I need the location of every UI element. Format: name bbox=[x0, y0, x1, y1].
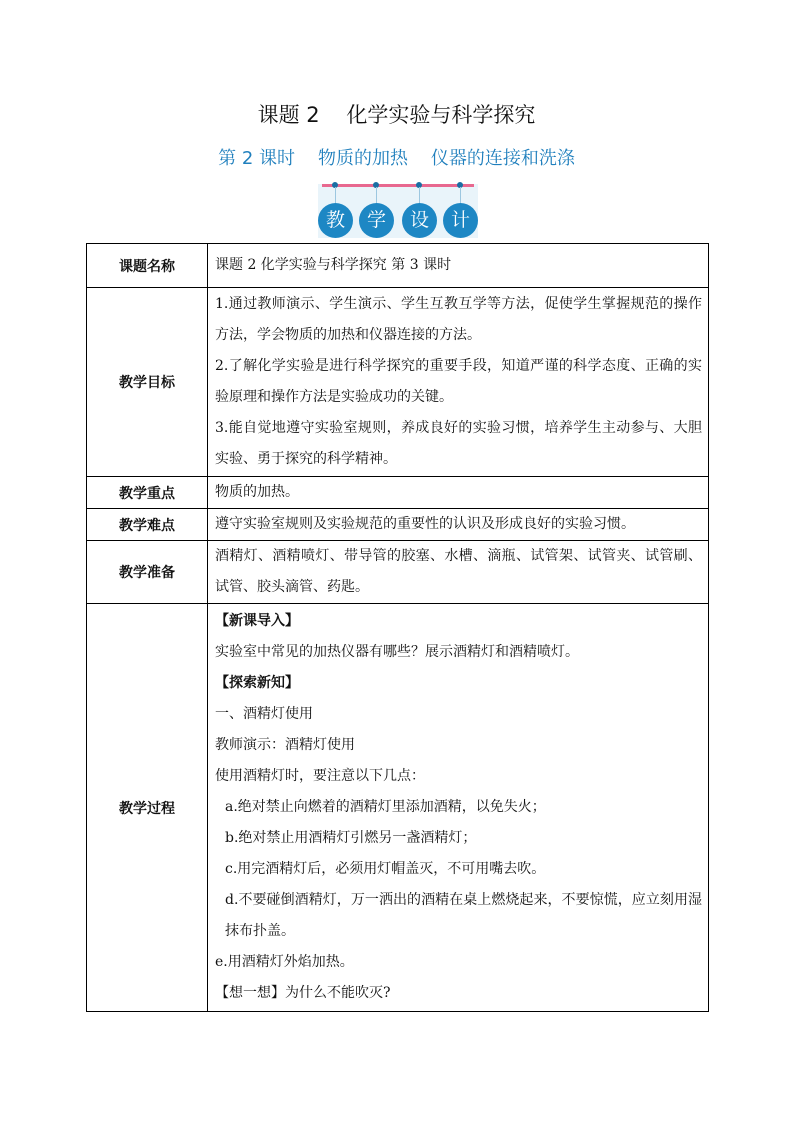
preparation-label: 教学准备 bbox=[87, 541, 208, 604]
banner-char-4: 计 bbox=[443, 203, 478, 238]
process-line: 【新课导入】 bbox=[215, 613, 299, 629]
process-line: d.不要碰倒酒精灯，万一洒出的酒精在桌上燃烧起来，不要惊慌，应立刻用湿抹布扑盖。 bbox=[225, 892, 702, 939]
document-title: 课题 2 化学实验与科学探究 bbox=[257, 103, 536, 127]
banner-stem bbox=[419, 187, 420, 204]
row-preparation bbox=[87, 541, 709, 604]
banner-stem bbox=[376, 187, 377, 204]
objectives-label: 教学目标 bbox=[87, 288, 208, 477]
row-process bbox=[87, 604, 709, 1012]
process-line: 使用酒精灯时，要注意以下几点： bbox=[215, 768, 425, 784]
process-line: 【想一想】为什么不能吹灭? bbox=[215, 985, 391, 1001]
process-value bbox=[208, 604, 709, 1012]
difficulties-label: 教学难点 bbox=[87, 509, 208, 541]
key-points-value: 物质的加热。 bbox=[208, 477, 709, 509]
process-line: c.用完酒精灯后，必须用灯帽盖灭，不可用嘴去吹。 bbox=[225, 861, 546, 877]
row-key-points bbox=[87, 477, 709, 509]
row-objectives bbox=[87, 288, 709, 477]
key-points-label: 教学重点 bbox=[87, 477, 208, 509]
banner-line bbox=[322, 184, 474, 187]
banner-char-3: 设 bbox=[402, 203, 437, 238]
preparation-value: 酒精灯、酒精喷灯、带导管的胶塞、水槽、滴瓶、试管架、试管夹、试管刷、试管、胶头滴管、药匙。 bbox=[208, 541, 709, 604]
document-subtitle: 第 2 课时 物质的加热 仪器的连接和洗涤 bbox=[218, 148, 575, 169]
process-label: 教学过程 bbox=[87, 604, 208, 1012]
banner-stem bbox=[460, 187, 461, 204]
course-name-label: 课题名称 bbox=[87, 244, 208, 288]
objectives-value bbox=[208, 288, 709, 477]
process-line: a.绝对禁止向燃着的酒精灯里添加酒精，以免失火； bbox=[225, 799, 546, 815]
lesson-plan-table bbox=[86, 243, 709, 1012]
row-course-name bbox=[87, 244, 709, 288]
banner-char-2: 学 bbox=[359, 203, 394, 238]
process-line: 实验室中常见的加热仪器有哪些？展示酒精灯和酒精喷灯。 bbox=[215, 644, 579, 660]
objective-item: 2.了解化学实验是进行科学探究的重要手段，知道严谨的科学态度、正确的实验原理和操作方法是实验成功的关键。 bbox=[215, 358, 702, 405]
objective-item: 3.能自觉地遵守实验室规则，养成良好的实验习惯，培养学生主动参与、大胆实验、勇于探究的科学精神。 bbox=[215, 420, 702, 467]
banner-stem bbox=[335, 187, 336, 204]
row-difficulties bbox=[87, 509, 709, 541]
teaching-design-banner bbox=[312, 178, 484, 240]
process-line: 【探索新知】 bbox=[215, 675, 299, 691]
process-line: 教师演示：酒精灯使用 bbox=[215, 737, 355, 753]
process-line: 一、酒精灯使用 bbox=[215, 706, 313, 722]
banner-char-1: 教 bbox=[318, 203, 353, 238]
difficulties-value: 遵守实验室规则及实验规范的重要性的认识及形成良好的实验习惯。 bbox=[208, 509, 709, 541]
course-name-value: 课题 2 化学实验与科学探究 第 3 课时 bbox=[208, 244, 709, 288]
process-line: e.用酒精灯外焰加热。 bbox=[215, 954, 354, 970]
objective-item: 1.通过教师演示、学生演示、学生互教互学等方法，促使学生掌握规范的操作方法，学会物质的加热和仪器连接的方法。 bbox=[215, 296, 702, 343]
process-line: b.绝对禁止用酒精灯引燃另一盏酒精灯； bbox=[225, 830, 477, 846]
